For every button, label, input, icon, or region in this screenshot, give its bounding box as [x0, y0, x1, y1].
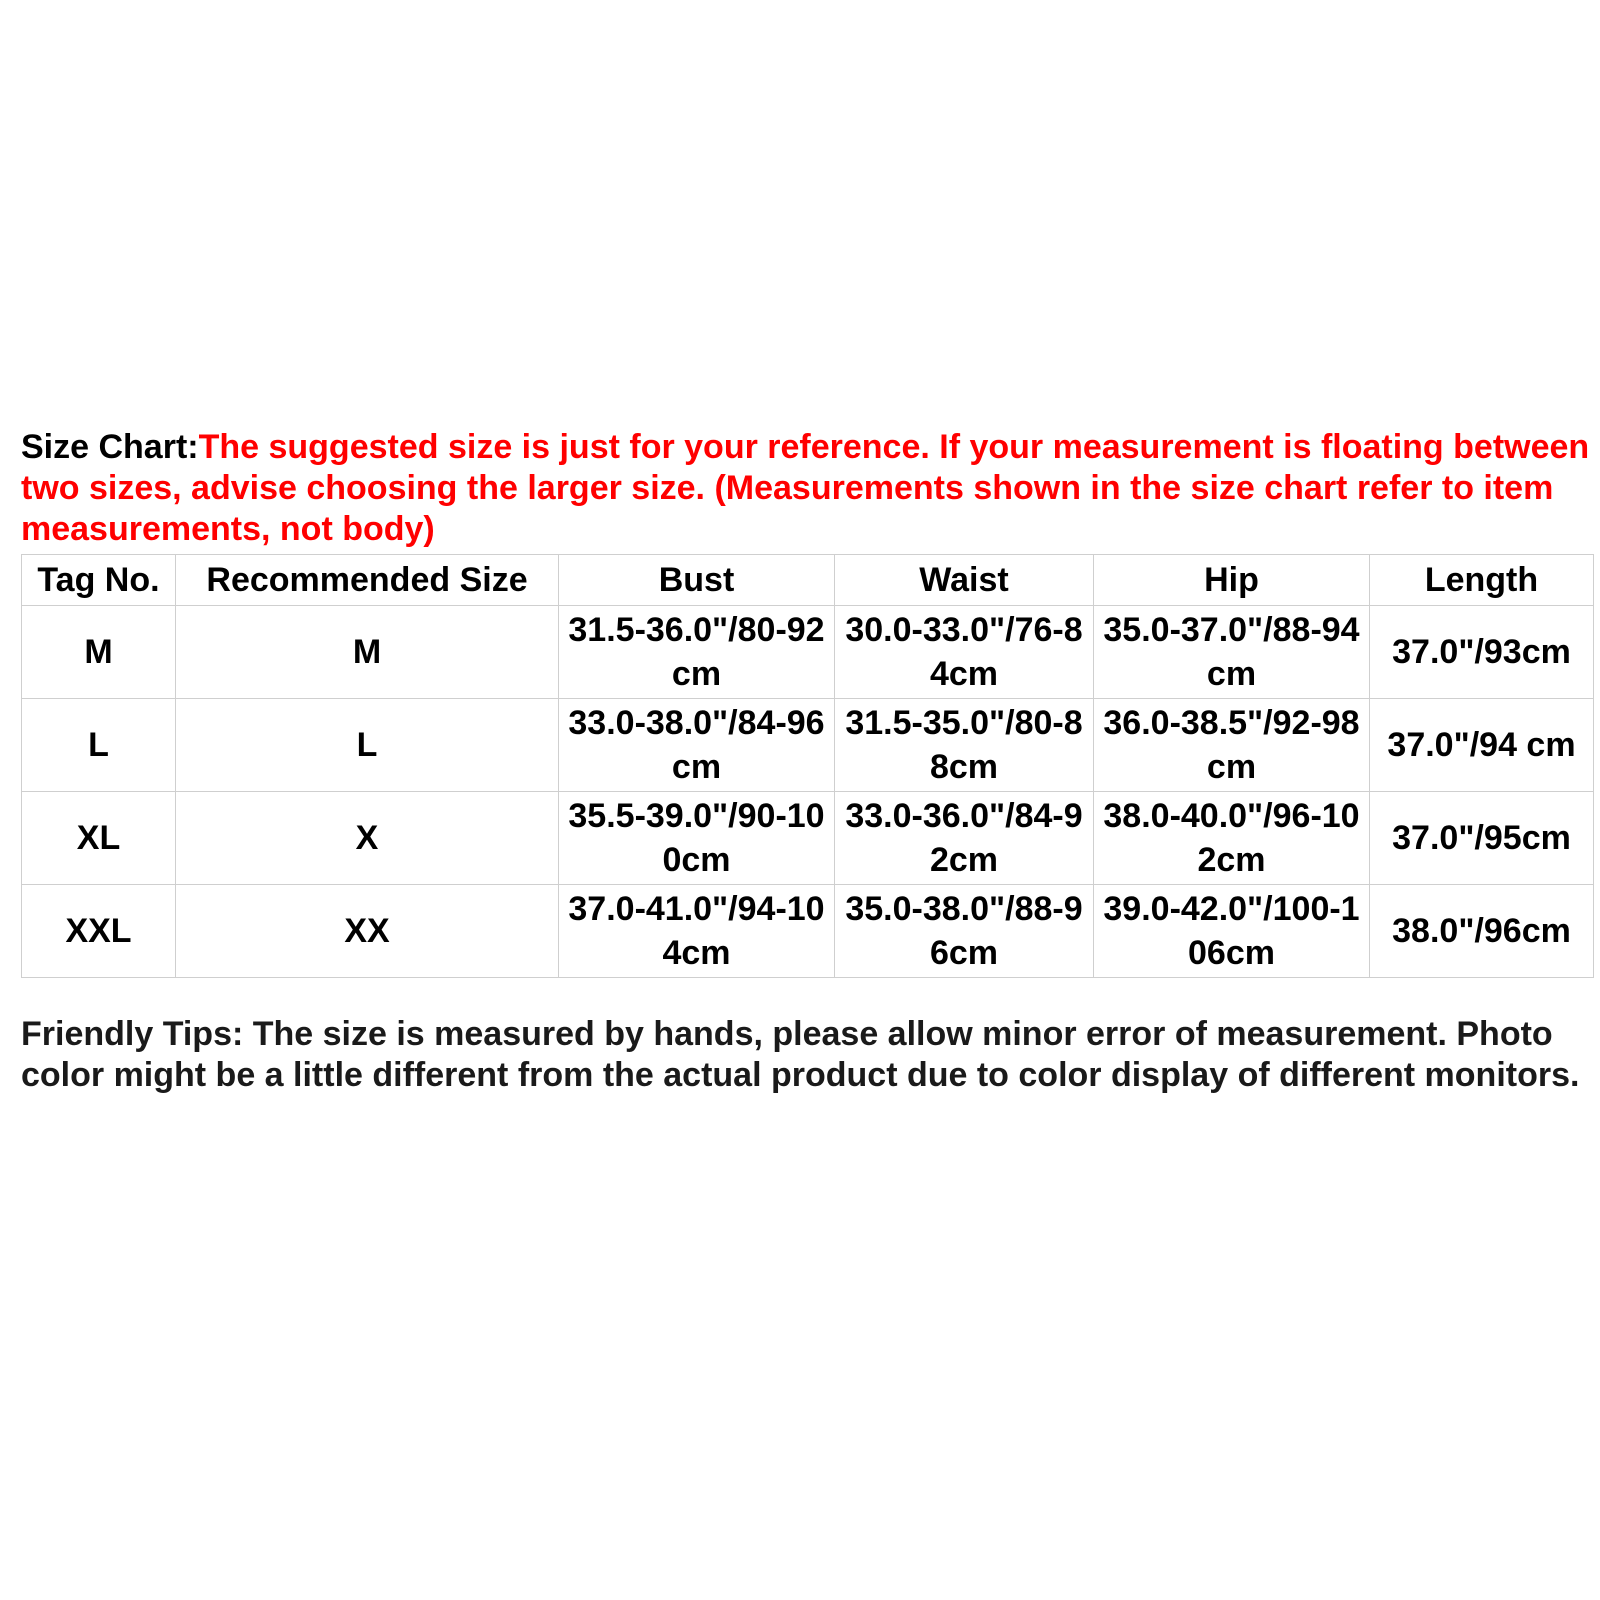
cell-length: 38.0"/96cm: [1370, 885, 1594, 978]
size-table: [21, 554, 1594, 978]
cell-recommended-size: M: [176, 606, 559, 699]
cell-tag-no: XL: [22, 792, 176, 885]
header-waist: Waist: [835, 555, 1094, 606]
cell-length: 37.0"/93cm: [1370, 606, 1594, 699]
cell-waist: 33.0-36.0"/84-92cm: [835, 792, 1094, 885]
size-chart-section: [21, 427, 1593, 1130]
header-length: Length: [1370, 555, 1594, 606]
cell-hip: 39.0-42.0"/100-106cm: [1094, 885, 1370, 978]
cell-length: 37.0"/95cm: [1370, 792, 1594, 885]
cell-bust: 33.0-38.0"/84-96cm: [559, 699, 835, 792]
cell-recommended-size: XX: [176, 885, 559, 978]
table-row: [22, 606, 1594, 699]
cell-recommended-size: X: [176, 792, 559, 885]
table-row: [22, 699, 1594, 792]
header-tag-no: Tag No.: [22, 555, 176, 606]
cell-bust: 31.5-36.0"/80-92cm: [559, 606, 835, 699]
cell-hip: 38.0-40.0"/96-102cm: [1094, 792, 1370, 885]
cell-hip: 36.0-38.5"/92-98cm: [1094, 699, 1370, 792]
friendly-tips: Friendly Tips: The size is measured by hands, please allow minor error of measurement. Photo color might be a little different from the actual product due to color display of different monitors.: [21, 1015, 1580, 1094]
header-recommended-size: Recommended Size: [176, 555, 559, 606]
cell-recommended-size: L: [176, 699, 559, 792]
cell-tag-no: M: [22, 606, 176, 699]
cell-waist: 30.0-33.0"/76-84cm: [835, 606, 1094, 699]
size-chart-note: The suggested size is just for your reference. If your measurement is floating between two sizes, advise choosing the larger size. (Measurements shown in the size chart refer to item measurements, not body): [21, 428, 1590, 548]
cell-bust: 35.5-39.0"/90-100cm: [559, 792, 835, 885]
table-row: [22, 792, 1594, 885]
cell-tag-no: XXL: [22, 885, 176, 978]
header-bust: Bust: [559, 555, 835, 606]
size-chart-label: Size Chart:: [21, 428, 199, 466]
cell-waist: 31.5-35.0"/80-88cm: [835, 699, 1094, 792]
table-row: [22, 885, 1594, 978]
table-header-row: [22, 555, 1594, 606]
size-chart-intro: [21, 427, 1593, 550]
cell-waist: 35.0-38.0"/88-96cm: [835, 885, 1094, 978]
cell-length: 37.0"/94 cm: [1370, 699, 1594, 792]
header-hip: Hip: [1094, 555, 1370, 606]
cell-bust: 37.0-41.0"/94-104cm: [559, 885, 835, 978]
cell-hip: 35.0-37.0"/88-94cm: [1094, 606, 1370, 699]
cell-tag-no: L: [22, 699, 176, 792]
